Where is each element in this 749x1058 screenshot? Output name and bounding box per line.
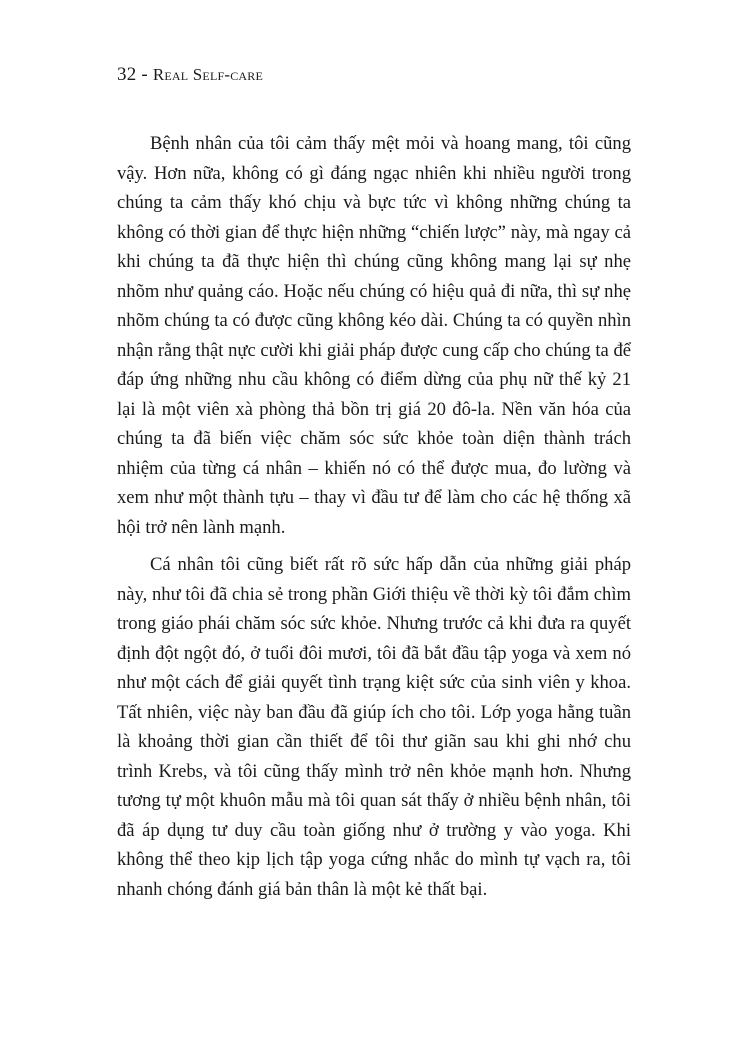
header-separator: - (136, 64, 153, 85)
paragraph: Bệnh nhân của tôi cảm thấy mệt mỏi và hoang mang, tôi cũng vậy. Hơn nữa, không có gì đáng ngạc nhiên khi nhiều người trong chúng ta cảm thấy khó chịu và bực tức vì không những chúng ta không có thời gian để thực hiện những “chiến lược” này, mà ngay cả khi chúng ta đã thực hiện thì chúng cũng không mang lại sự nhẹ nhõm như quảng cáo. Hoặc nếu chúng có hiệu quả đi nữa, thì sự nhẹ nhõm chúng ta có được cũng không kéo dài. Chúng ta có quyền nhìn nhận rằng thật nực cười khi giải pháp được cung cấp cho chúng ta để đáp ứng những nhu cầu không có điểm dừng của phụ nữ thế kỷ 21 lại là một viên xà phòng thả bồn trị giá 20 đô-la. Nền văn hóa của chúng ta đã biến việc chăm sóc sức khỏe toàn diện thành trách nhiệm của từng cá nhân – khiến nó có thể được mua, đo lường và xem như một thành tựu – thay vì đầu tư để làm cho các hệ thống xã hội trở nên lành mạnh. (117, 133, 631, 538)
body-text (117, 129, 631, 904)
page-number: 32 (117, 64, 137, 85)
running-title: Real Self-care (152, 65, 264, 84)
paragraph: Cá nhân tôi cũng biết rất rõ sức hấp dẫn của những giải pháp này, như tôi đã chia sẻ trong phần Giới thiệu về thời kỳ tôi đắm chìm trong giáo phái chăm sóc sức khỏe. Nhưng trước cả khi đưa ra quyết định đột ngột đó, ở tuổi đôi mươi, tôi đã bắt đầu tập yoga và xem nó như một cách để giải quyết tình trạng kiệt sức của sinh viên y khoa. Tất nhiên, việc này ban đầu đã giúp ích cho tôi. Lớp yoga hằng tuần là khoảng thời gian cần thiết để tôi thư giãn sau khi ghi nhớ chu trình Krebs, và tôi cũng thấy mình trở nên khỏe mạnh hơn. Nhưng tương tự một khuôn mẫu mà tôi quan sát thấy ở nhiều bệnh nhân, tôi đã áp dụng tư duy cầu toàn giống như ở trường y vào yoga. Khi không thể theo kịp lịch tập yoga cứng nhắc do mình tự vạch ra, tôi nhanh chóng đánh giá bản thân là một kẻ thất bại. (117, 554, 631, 900)
page-header (117, 64, 263, 86)
